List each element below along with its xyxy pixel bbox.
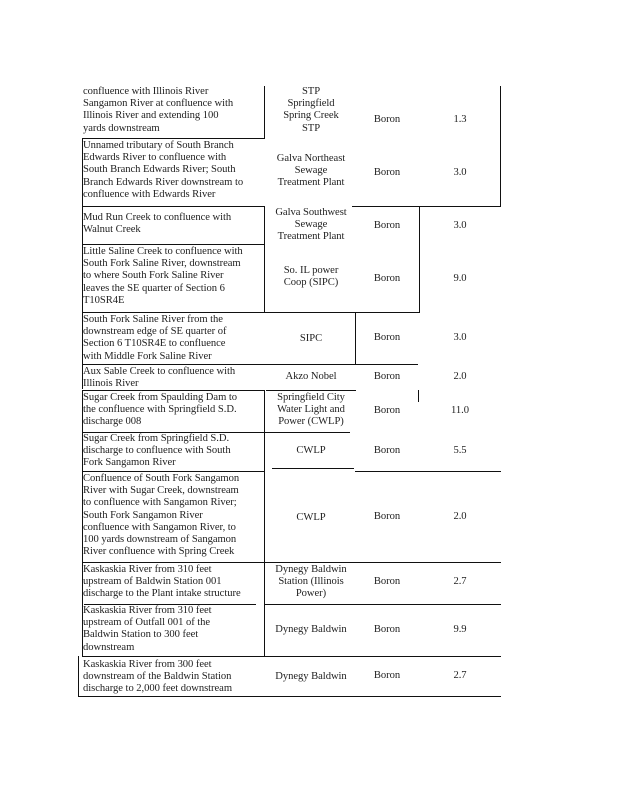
limit-value-cell: 3.0 bbox=[453, 167, 467, 178]
waterbody-segment-line: yards downstream bbox=[83, 122, 160, 134]
parameter-cell: Boron bbox=[373, 371, 401, 382]
waterbody-segment-line: Sugar Creek from Spaulding Dam to bbox=[83, 392, 237, 403]
waterbody-segment-line: South Fork Saline River, downstream bbox=[83, 258, 241, 270]
waterbody-segment-line: Unnamed tributary of South Branch bbox=[83, 140, 234, 151]
parameter-cell: Boron bbox=[373, 332, 401, 343]
waterbody-segment-line: Illinois River bbox=[83, 378, 139, 390]
facility-name-line: Galva Northeast bbox=[276, 153, 346, 164]
facility-name-line: Akzo Nobel bbox=[285, 371, 337, 382]
facility-name-line: CWLP bbox=[296, 512, 326, 523]
facility-name-line: Power) bbox=[295, 588, 327, 600]
parameter-cell: Boron bbox=[373, 114, 401, 125]
facility-name-line: Power (CWLP) bbox=[278, 416, 344, 428]
limit-value-cell: 3.0 bbox=[453, 332, 467, 343]
waterbody-segment-line: confluence with Edwards River bbox=[83, 188, 216, 200]
facility-name-line: So. IL power bbox=[283, 265, 339, 276]
waterbody-segment-line: River with Sugar Creek, downstream bbox=[83, 485, 239, 497]
waterbody-segment-line: leaves the SE quarter of Section 6 bbox=[83, 282, 225, 294]
waterbody-segment-line: the confluence with Springfield S.D. bbox=[83, 404, 237, 416]
waterbody-segment-line: upstream of Baldwin Station 001 bbox=[83, 576, 222, 588]
parameter-cell: Boron bbox=[373, 624, 401, 635]
parameter-cell: Boron bbox=[373, 511, 401, 522]
waterbody-segment-line: confluence with Sangamon River, to bbox=[83, 521, 236, 533]
waterbody-segment-line: Branch Edwards River downstream to bbox=[83, 176, 244, 188]
limit-value-cell: 5.5 bbox=[453, 445, 467, 456]
facility-name-line: Dynegy Baldwin bbox=[275, 564, 347, 575]
waterbody-segment-line: Fork Sangamon River bbox=[83, 457, 176, 469]
parameter-cell: Boron bbox=[373, 576, 401, 587]
waterbody-segment-line: T10SR4E bbox=[83, 294, 125, 306]
waterbody-segment-line: downstream of the Baldwin Station bbox=[83, 671, 232, 683]
waterbody-segment-line: discharge to confluence with South bbox=[83, 445, 231, 457]
facility-name-line: Spring Creek bbox=[283, 110, 339, 122]
facility-name-line: Treatment Plant bbox=[277, 231, 345, 243]
facility-name-line: STP bbox=[301, 122, 321, 134]
waterbody-segment-line: Sugar Creek from Springfield S.D. bbox=[83, 433, 230, 444]
limit-value-cell: 2.7 bbox=[453, 670, 467, 681]
facility-name-line: Sewage bbox=[294, 219, 328, 231]
facility-name-line: Water Light and bbox=[277, 404, 345, 416]
facility-name-line: CWLP bbox=[296, 445, 326, 456]
facility-name-line: Springfield bbox=[287, 98, 335, 110]
waterbody-segment-line: Kaskaskia River from 300 feet bbox=[83, 659, 212, 670]
facility-name-line: Galva Southwest bbox=[275, 207, 347, 218]
facility-name-line: Station (Illinois bbox=[278, 576, 344, 588]
waterbody-segment-line: Edwards River to confluence with bbox=[83, 152, 227, 164]
waterbody-segment-line: South Branch Edwards River; South bbox=[83, 164, 236, 176]
parameter-cell: Boron bbox=[373, 167, 401, 178]
limit-value-cell: 2.7 bbox=[453, 576, 467, 587]
facility-name-line: Coop (SIPC) bbox=[283, 277, 339, 289]
waterbody-segment-line: downstream edge of SE quarter of bbox=[83, 326, 227, 338]
waterbody-segment-line: to where South Fork Saline River bbox=[83, 270, 224, 282]
limit-value-cell: 9.0 bbox=[453, 273, 467, 284]
waterbody-segment-line: with Middle Fork Saline River bbox=[83, 350, 212, 362]
limit-value-cell: 1.3 bbox=[453, 114, 467, 125]
waterbody-segment-line: Sangamon River at confluence with bbox=[83, 98, 234, 110]
facility-name-line: STP bbox=[301, 86, 321, 97]
waterbody-segment-line: Walnut Creek bbox=[83, 224, 141, 236]
waterbody-segment-line: Aux Sable Creek to confluence with bbox=[83, 366, 236, 377]
waterbody-segment-line: Confluence of South Fork Sangamon bbox=[83, 473, 240, 484]
facility-name-line: Treatment Plant bbox=[277, 177, 345, 189]
waterbody-segment-line: upstream of Outfall 001 of the bbox=[83, 617, 211, 629]
facility-name-line: Springfield City bbox=[277, 392, 345, 403]
limit-value-cell: 3.0 bbox=[453, 220, 467, 231]
waterbody-segment-line: to confluence with Sangamon River; bbox=[83, 497, 237, 509]
facility-name-line: Dynegy Baldwin bbox=[275, 671, 347, 682]
limit-value-cell: 2.0 bbox=[453, 371, 467, 382]
facility-name-line: Sewage bbox=[294, 165, 328, 177]
waterbody-segment-line: 100 yards downstream of Sangamon bbox=[83, 534, 237, 545]
waterbody-segment-line: Kaskaskia River from 310 feet bbox=[83, 564, 212, 575]
parameter-cell: Boron bbox=[373, 220, 401, 231]
waterbody-segment-line: Illinois River and extending 100 bbox=[83, 110, 219, 122]
waterbody-segment-line: South Fork Saline River from the bbox=[83, 314, 223, 325]
waterbody-segment-line: Kaskaskia River from 310 feet bbox=[83, 605, 212, 616]
facility-name-line: Dynegy Baldwin bbox=[275, 624, 347, 635]
waterbody-segment-line: Little Saline Creek to confluence with bbox=[83, 246, 243, 257]
waterbody-segment-line: discharge 008 bbox=[83, 416, 142, 428]
waterbody-segment-line: discharge to 2,000 feet downstream bbox=[83, 683, 233, 695]
waterbody-segment-line: discharge to the Plant intake structure bbox=[83, 588, 241, 600]
parameter-cell: Boron bbox=[373, 405, 401, 416]
parameter-cell: Boron bbox=[373, 273, 401, 284]
limit-value-cell: 9.9 bbox=[453, 624, 467, 635]
waterbody-segment-line: Baldwin Station to 300 feet bbox=[83, 629, 199, 641]
waterbody-segment-line: Section 6 T10SR4E to confluence bbox=[83, 338, 226, 350]
parameter-cell: Boron bbox=[373, 445, 401, 456]
facility-name-line: SIPC bbox=[299, 333, 323, 344]
parameter-cell: Boron bbox=[373, 670, 401, 681]
waterbody-segment-line: confluence with Illinois River bbox=[83, 86, 209, 97]
waterbody-segment-line: River confluence with Spring Creek bbox=[83, 546, 235, 558]
waterbody-segment-line: downstream bbox=[83, 641, 135, 653]
limit-value-cell: 2.0 bbox=[453, 511, 467, 522]
limit-value-cell: 11.0 bbox=[451, 405, 469, 416]
waterbody-segment-line: South Fork Sangamon River bbox=[83, 509, 203, 521]
waterbody-segment-line: Mud Run Creek to confluence with bbox=[83, 212, 232, 223]
